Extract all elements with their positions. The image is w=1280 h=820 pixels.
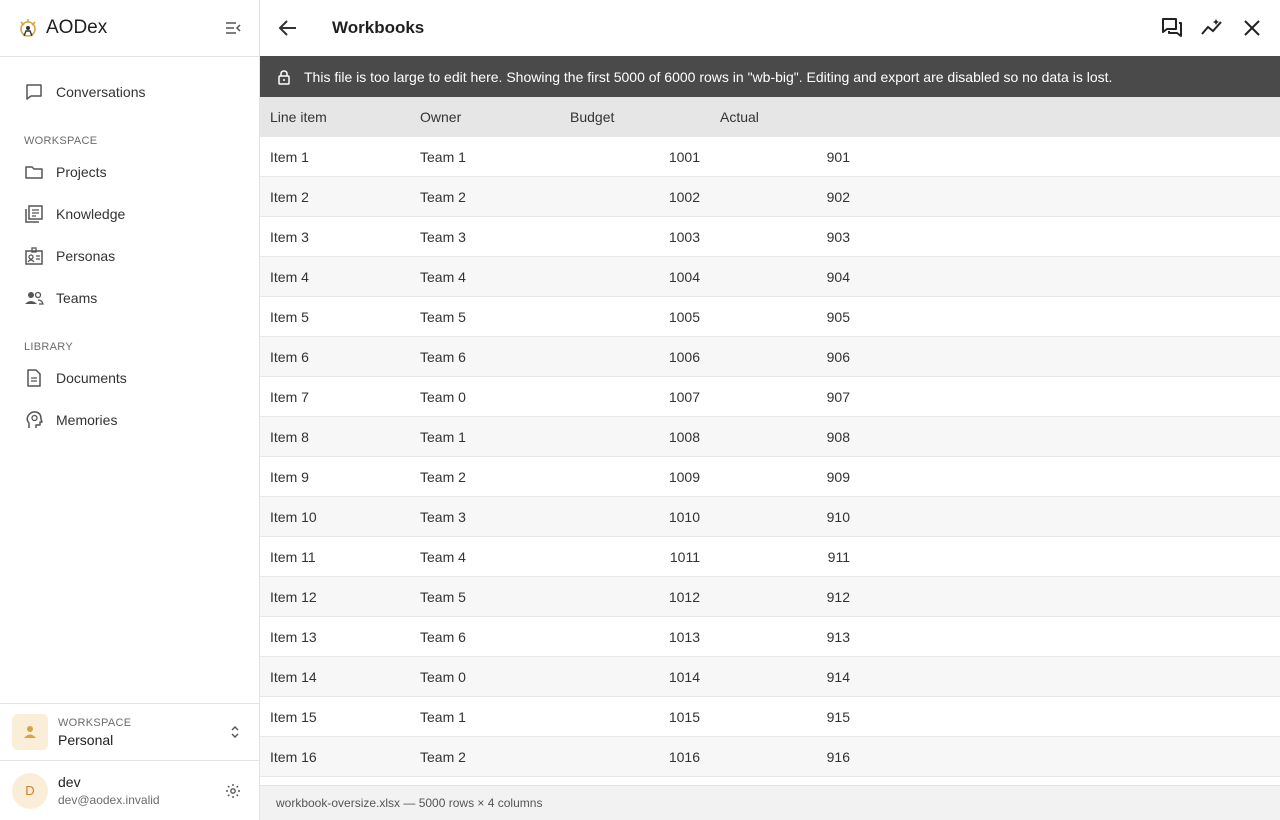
sidebar-item-teams[interactable] bbox=[0, 277, 259, 319]
avatar[interactable]: D bbox=[12, 773, 48, 809]
sidebar bbox=[0, 0, 260, 820]
table-cell[interactable]: 1014 bbox=[668, 668, 700, 685]
table-cell[interactable]: Team 0 bbox=[420, 668, 466, 685]
table-cell[interactable]: Item 1 bbox=[270, 148, 309, 165]
header-actions bbox=[1160, 16, 1264, 40]
document-icon bbox=[24, 368, 44, 388]
user-email: dev@aodex.invalid bbox=[58, 793, 160, 807]
table-cell[interactable]: Team 1 bbox=[420, 708, 466, 725]
table-cell[interactable]: 906 bbox=[826, 348, 850, 365]
status-text: workbook-oversize.xlsx — 5000 rows × 4 columns bbox=[276, 796, 543, 810]
aodex-logo-icon bbox=[16, 16, 40, 40]
sidebar-item-documents[interactable] bbox=[0, 357, 259, 399]
lock-icon bbox=[276, 69, 292, 85]
chat-panel-icon[interactable] bbox=[1160, 16, 1184, 40]
sidebar-item-projects[interactable] bbox=[0, 151, 259, 193]
table-cell[interactable]: Team 1 bbox=[420, 148, 466, 165]
brand-bar bbox=[0, 0, 259, 57]
top-bar bbox=[260, 0, 1280, 56]
table-cell[interactable]: 1004 bbox=[668, 268, 700, 285]
table-cell[interactable]: Team 4 bbox=[420, 548, 466, 565]
sidebar-item-knowledge[interactable] bbox=[0, 193, 259, 235]
table-cell[interactable]: 908 bbox=[826, 428, 850, 445]
table-row[interactable] bbox=[260, 377, 1280, 417]
table-row[interactable] bbox=[260, 617, 1280, 657]
table-cell[interactable]: 911 bbox=[827, 548, 850, 565]
table-cell[interactable]: Team 6 bbox=[420, 628, 466, 645]
sidebar-item-label: Documents bbox=[56, 370, 127, 386]
table-cell[interactable]: 910 bbox=[826, 508, 850, 525]
table-cell[interactable]: 902 bbox=[826, 188, 850, 205]
section-label-workspace: WORKSPACE bbox=[24, 135, 98, 147]
oversize-warning-banner bbox=[260, 56, 1280, 97]
sidebar-nav bbox=[0, 57, 259, 441]
table-cell[interactable]: 913 bbox=[826, 628, 850, 645]
table-cell[interactable]: 916 bbox=[826, 748, 850, 765]
table-cell[interactable]: Team 1 bbox=[420, 428, 466, 445]
sidebar-item-memories[interactable] bbox=[0, 399, 259, 441]
table-row[interactable] bbox=[260, 217, 1280, 257]
table-cell[interactable]: 915 bbox=[826, 708, 850, 725]
table-row[interactable] bbox=[260, 737, 1280, 777]
table-cell[interactable]: Team 5 bbox=[420, 588, 466, 605]
table-cell[interactable]: Item 4 bbox=[270, 268, 309, 285]
table-row[interactable] bbox=[260, 497, 1280, 537]
table-cell[interactable]: Team 0 bbox=[420, 388, 466, 405]
column-header[interactable]: Owner bbox=[420, 109, 462, 125]
table-row[interactable] bbox=[260, 457, 1280, 497]
insights-icon[interactable] bbox=[1200, 16, 1224, 40]
table-cell[interactable]: Item 8 bbox=[270, 428, 309, 445]
table-body bbox=[260, 137, 1280, 777]
table-cell[interactable]: 914 bbox=[826, 668, 850, 685]
folder-icon bbox=[24, 162, 44, 182]
table-cell[interactable]: 1015 bbox=[668, 708, 700, 725]
table-cell[interactable]: Team 2 bbox=[420, 468, 466, 485]
table-cell[interactable]: 1012 bbox=[668, 588, 700, 605]
table-cell[interactable]: 1002 bbox=[668, 188, 700, 205]
table-cell[interactable]: Team 6 bbox=[420, 348, 466, 365]
table-cell[interactable]: 912 bbox=[826, 588, 850, 605]
workbook-grid[interactable] bbox=[260, 97, 1280, 785]
person-icon bbox=[22, 724, 38, 740]
sidebar-item-label: Personas bbox=[56, 248, 116, 264]
table-cell[interactable]: 1011 bbox=[669, 548, 700, 565]
table-cell[interactable]: Item 3 bbox=[270, 228, 309, 245]
table-cell[interactable]: Item 9 bbox=[270, 468, 309, 485]
table-cell[interactable]: Item 11 bbox=[270, 548, 316, 565]
column-header[interactable]: Line item bbox=[270, 109, 327, 125]
table-cell[interactable]: 905 bbox=[826, 308, 850, 325]
table-row[interactable] bbox=[260, 257, 1280, 297]
table-cell[interactable]: Team 4 bbox=[420, 268, 466, 285]
table-cell[interactable]: Item 14 bbox=[270, 668, 317, 685]
workspace-avatar bbox=[12, 714, 48, 750]
sidebar-item-label: Conversations bbox=[56, 84, 146, 100]
table-cell[interactable]: 903 bbox=[826, 228, 850, 245]
sidebar-item-label: Knowledge bbox=[56, 206, 126, 222]
table-header bbox=[260, 97, 1280, 137]
table-cell[interactable]: Item 2 bbox=[270, 188, 309, 205]
chevron-up-down-icon bbox=[229, 724, 241, 740]
table-cell[interactable]: 1003 bbox=[668, 228, 700, 245]
table-cell[interactable]: Item 5 bbox=[270, 308, 309, 325]
table-cell[interactable]: Item 13 bbox=[270, 628, 317, 645]
people-icon bbox=[24, 288, 44, 308]
table-cell[interactable]: Item 16 bbox=[270, 748, 317, 765]
table-cell[interactable]: Team 5 bbox=[420, 308, 466, 325]
table-cell[interactable]: 1007 bbox=[668, 388, 700, 405]
sidebar-item-conversations[interactable] bbox=[0, 71, 259, 113]
workspace-name: Personal bbox=[58, 731, 114, 748]
gear-icon[interactable] bbox=[225, 783, 241, 799]
table-row[interactable] bbox=[260, 537, 1280, 577]
column-header[interactable]: Actual bbox=[720, 109, 759, 125]
library-icon bbox=[24, 204, 44, 224]
table-row[interactable] bbox=[260, 417, 1280, 457]
table-cell[interactable]: Team 2 bbox=[420, 188, 466, 205]
table-cell[interactable]: 1005 bbox=[668, 308, 700, 325]
table-row[interactable] bbox=[260, 177, 1280, 217]
badge-icon bbox=[24, 246, 44, 266]
close-icon[interactable] bbox=[1240, 16, 1264, 40]
table-cell[interactable]: Team 3 bbox=[420, 508, 466, 525]
table-cell[interactable]: 1008 bbox=[668, 428, 700, 445]
workspace-switcher[interactable] bbox=[0, 703, 259, 760]
main-panel bbox=[260, 0, 1280, 820]
table-cell[interactable]: 909 bbox=[826, 468, 850, 485]
sidebar-item-label: Teams bbox=[56, 290, 98, 306]
table-row[interactable] bbox=[260, 297, 1280, 337]
table-cell[interactable]: 1010 bbox=[668, 508, 700, 525]
user-profile bbox=[0, 760, 259, 820]
table-cell[interactable]: Item 6 bbox=[270, 348, 309, 365]
table-row[interactable] bbox=[260, 697, 1280, 737]
status-bar bbox=[260, 785, 1280, 820]
table-cell[interactable]: Item 7 bbox=[270, 388, 309, 405]
user-name: dev bbox=[58, 774, 81, 790]
table-cell[interactable]: 1016 bbox=[668, 748, 700, 765]
table-cell[interactable]: 1006 bbox=[668, 348, 700, 365]
table-cell[interactable]: Item 15 bbox=[270, 708, 317, 725]
table-row[interactable] bbox=[260, 657, 1280, 697]
collapse-sidebar-icon[interactable] bbox=[223, 18, 243, 38]
column-header[interactable]: Budget bbox=[570, 109, 615, 125]
table-row[interactable] bbox=[260, 337, 1280, 377]
table-cell[interactable]: 1001 bbox=[668, 148, 700, 165]
table-cell[interactable]: 907 bbox=[826, 388, 850, 405]
section-label-library: LIBRARY bbox=[24, 341, 73, 353]
workspace-switcher-label: WORKSPACE bbox=[58, 716, 132, 729]
sidebar-item-label: Memories bbox=[56, 412, 118, 428]
table-row[interactable] bbox=[260, 137, 1280, 177]
table-cell[interactable]: Team 2 bbox=[420, 748, 466, 765]
app-name: AODex bbox=[46, 17, 108, 38]
table-cell[interactable]: Item 10 bbox=[270, 508, 317, 525]
sidebar-item-label: Projects bbox=[56, 164, 107, 180]
table-cell[interactable]: 1013 bbox=[668, 628, 700, 645]
brain-head-icon bbox=[24, 410, 44, 430]
chat-bubble-icon bbox=[24, 82, 44, 102]
table-cell[interactable]: Item 12 bbox=[270, 588, 317, 605]
back-arrow-icon[interactable] bbox=[276, 16, 300, 40]
table-cell[interactable]: 1009 bbox=[668, 468, 700, 485]
sidebar-item-personas[interactable] bbox=[0, 235, 259, 277]
table-cell[interactable]: 904 bbox=[826, 268, 850, 285]
table-cell[interactable]: 901 bbox=[826, 148, 850, 165]
table-row[interactable] bbox=[260, 577, 1280, 617]
banner-text: This file is too large to edit here. Showing the first 5000 of 6000 rows in "wb-big". Editing and export are disabled so no data is lost. bbox=[304, 68, 1113, 85]
page-title: Workbooks bbox=[332, 18, 425, 37]
table-cell[interactable]: Team 3 bbox=[420, 228, 466, 245]
